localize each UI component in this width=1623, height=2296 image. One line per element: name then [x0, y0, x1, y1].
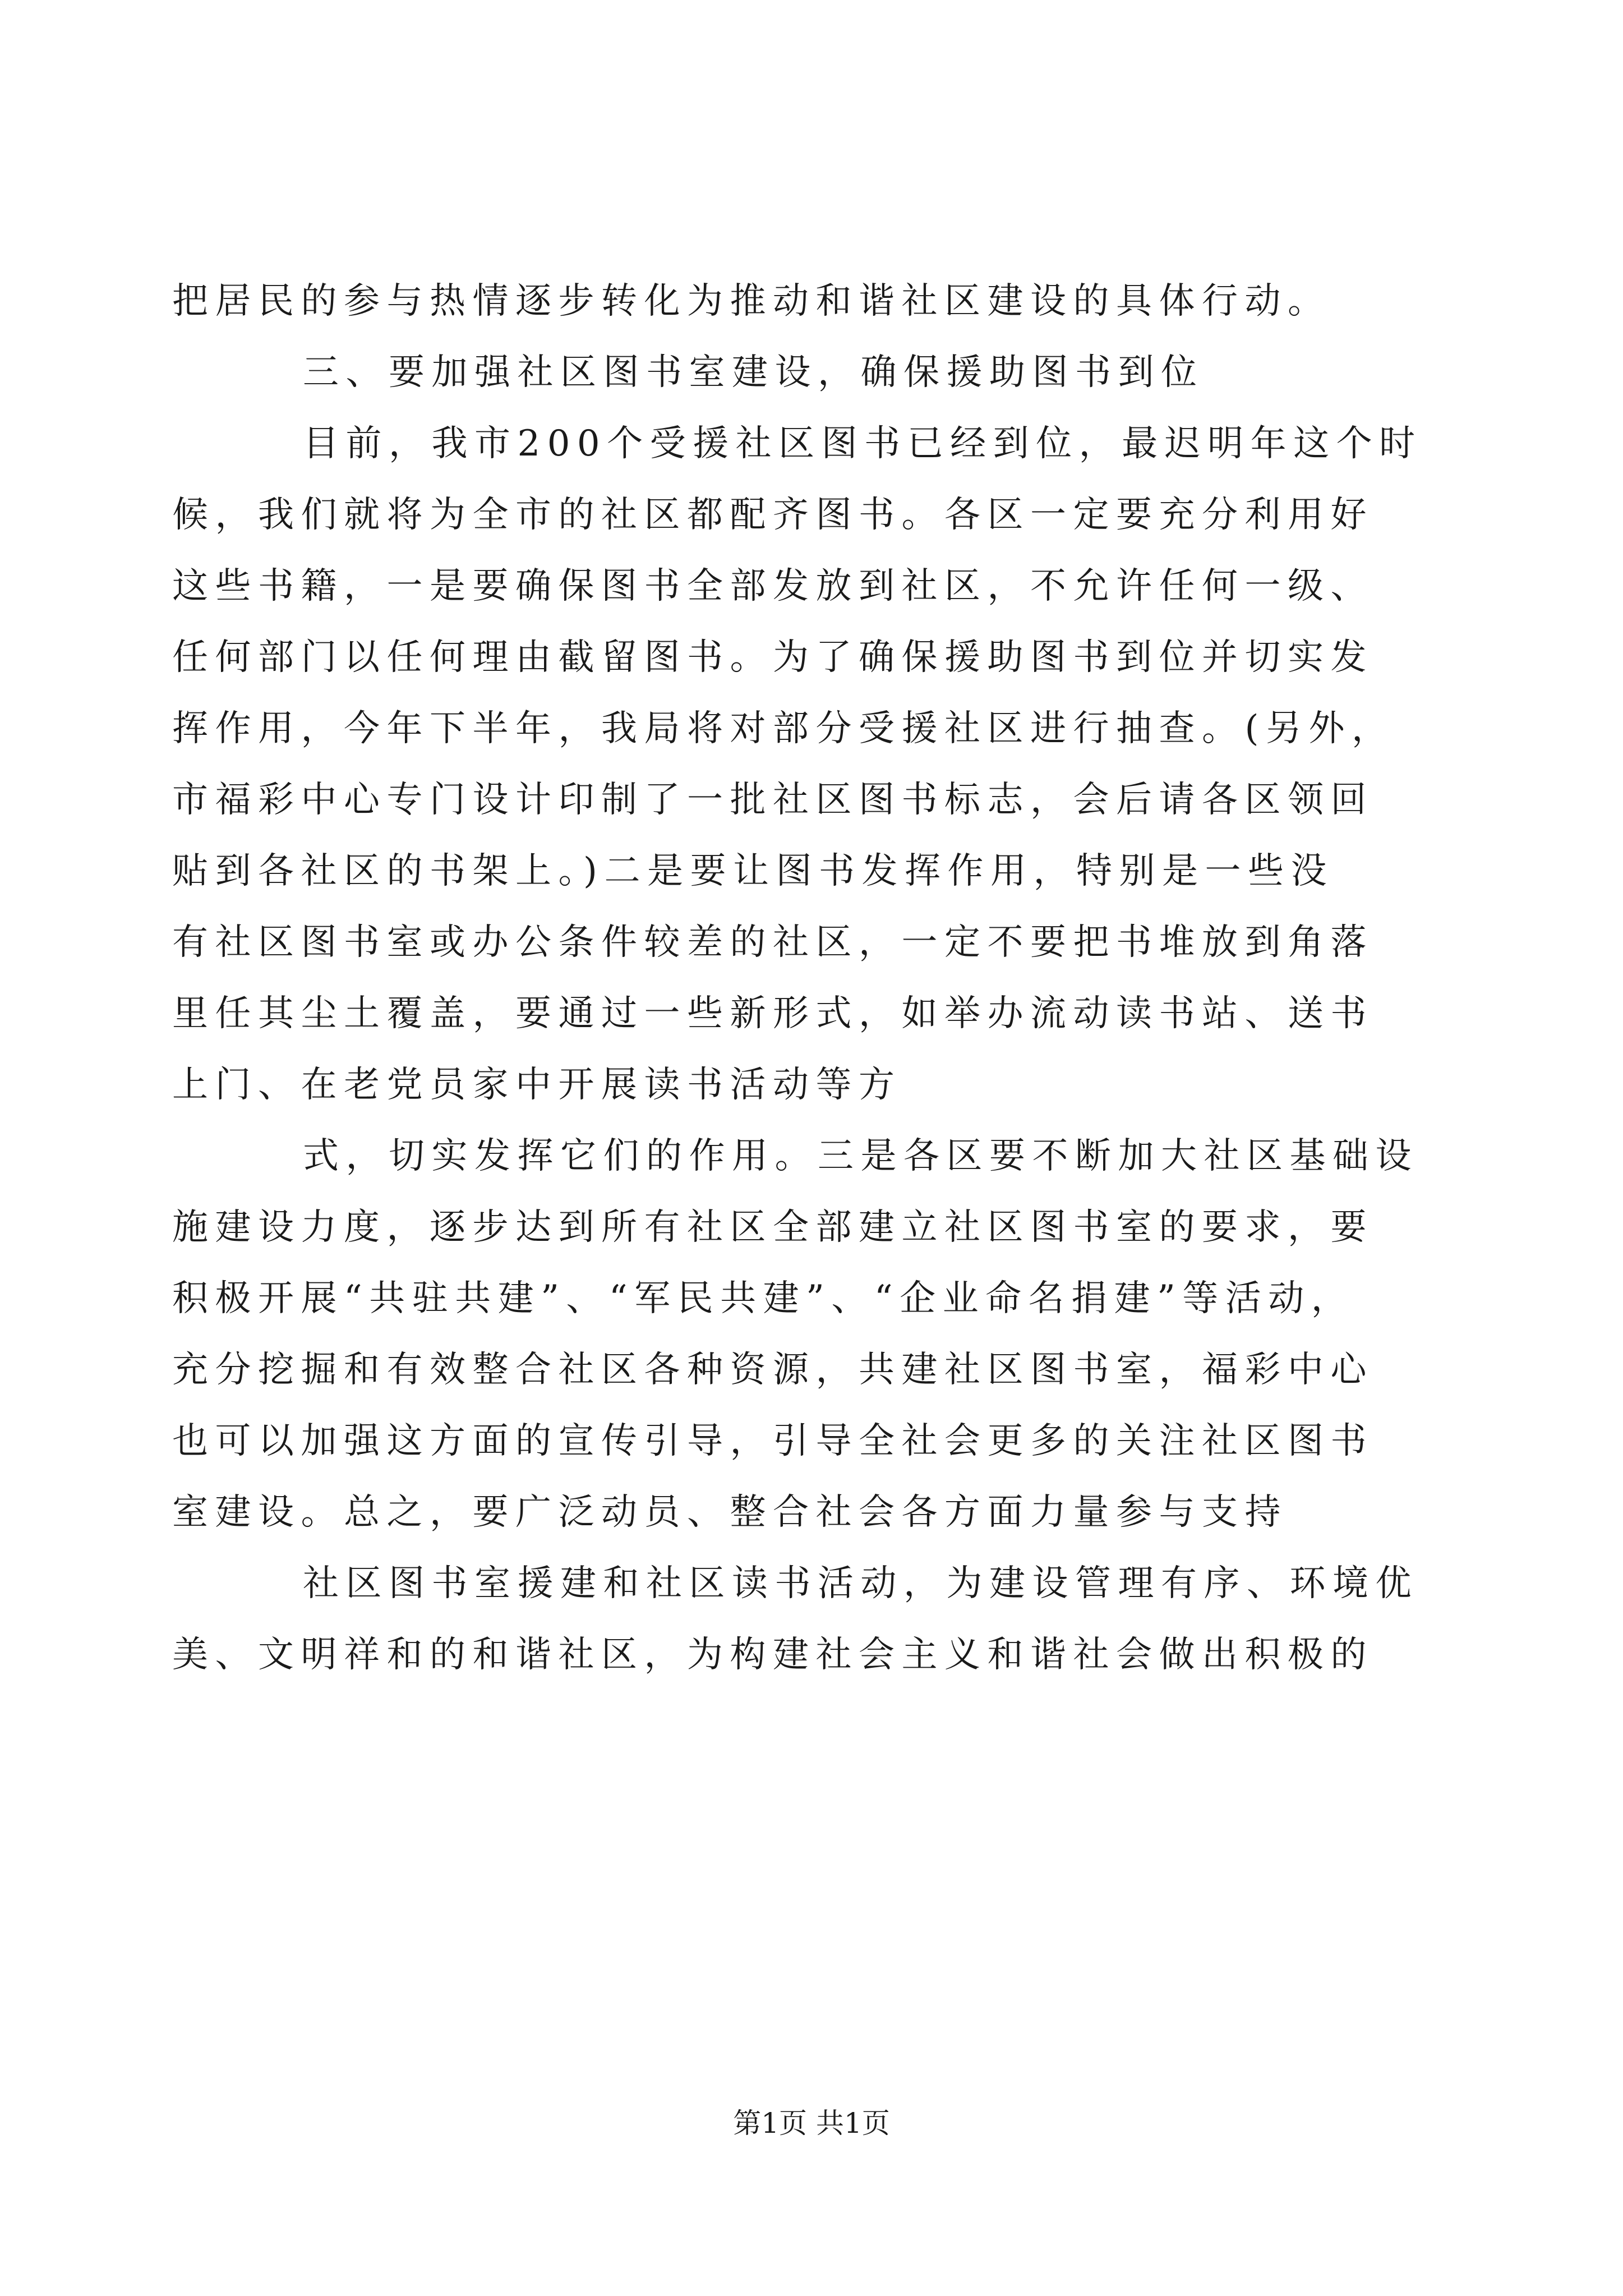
- body-text-line: 把居民的参与热情逐步转化为推动和谐社区建设的具体行动。: [172, 280, 1331, 322]
- body-text-line: 任何部门以任何理由截留图书。为了确保援助图书到位并切实发: [172, 637, 1373, 678]
- body-text-line: 挥作用，今年下半年，我局将对部分受援社区进行抽查。(另外，: [172, 708, 1395, 749]
- body-text-line: 社区图书室援建和社区读书活动，为建设管理有序、环境优: [303, 1563, 1418, 1604]
- body-text-line: 也可以加强这方面的宣传引导，引导全社会更多的关注社区图书: [172, 1420, 1373, 1462]
- body-text-line: 上门、在老党员家中开展读书活动等方: [172, 1064, 902, 1106]
- body-text-line: 里任其尘土覆盖，要通过一些新形式，如举办流动读书站、送书: [172, 993, 1373, 1034]
- body-text-line: 施建设力度，逐步达到所有社区全部建立社区图书室的要求，要: [172, 1207, 1373, 1248]
- page-footer: 第1页 共1页: [733, 2107, 890, 2139]
- body-text-line: 充分挖掘和有效整合社区各种资源，共建社区图书室，福彩中心: [172, 1349, 1373, 1391]
- body-text-line: 有社区图书室或办公条件较差的社区，一定不要把书堆放到角落: [172, 922, 1373, 963]
- section-heading: 三、要加强社区图书室建设，确保援助图书到位: [303, 352, 1204, 393]
- body-text-line: 这些书籍，一是要确保图书全部发放到社区，不允许任何一级、: [172, 565, 1373, 607]
- body-text-line: 贴到各社区的书架上。)二是要让图书发挥作用，特别是一些没: [172, 850, 1334, 892]
- body-text-line: 市福彩中心专门设计印制了一批社区图书标志，会后请各区领回: [172, 779, 1373, 821]
- body-text-line: 式，切实发挥它们的作用。三是各区要不断加大社区基础设: [303, 1135, 1418, 1177]
- body-text-line: 目前，我市200个受援社区图书已经到位，最迟明年这个时: [303, 423, 1422, 464]
- body-text-line: 候，我们就将为全市的社区都配齐图书。各区一定要充分利用好: [172, 494, 1373, 536]
- body-text-line: 美、文明祥和的和谐社区，为构建社会主义和谐社会做出积极的: [172, 1634, 1373, 1676]
- body-text-line: 积极开展“共驻共建”、“军民共建”、“企业命名捐建”等活动，: [172, 1278, 1354, 1319]
- body-text-line: 室建设。总之，要广泛动员、整合社会各方面力量参与支持: [172, 1492, 1288, 1533]
